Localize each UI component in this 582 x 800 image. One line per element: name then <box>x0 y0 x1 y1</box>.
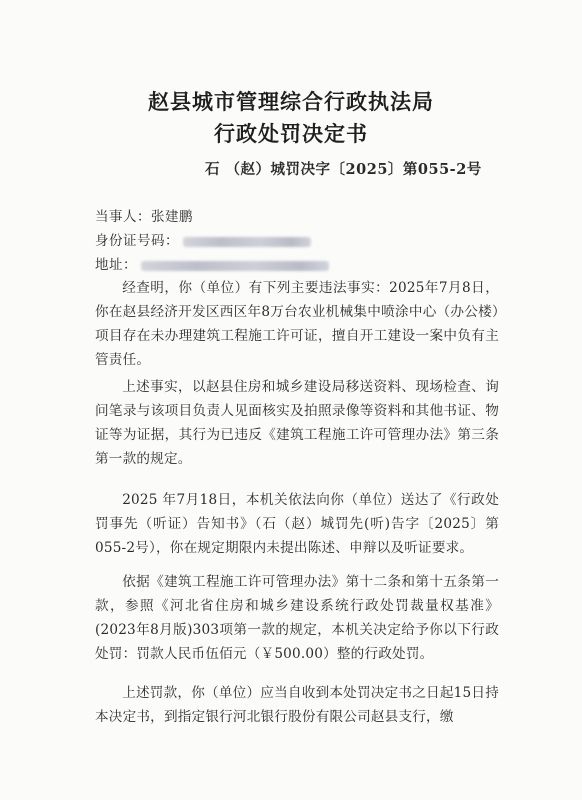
paragraph-facts: 经查明，你（单位）有下列主要违法事实：2025年7月8日，你在赵县经济开发区西区年8万台农业机械集中喷涂中心（办公楼）项目存在未办理建筑工程施工许可证，擅自开工建设一案中负有主管责任。 <box>95 280 499 368</box>
party-address-label: 地址： <box>95 257 137 273</box>
redacted-id-number <box>183 237 311 247</box>
document-type-title: 行政处罚决定书 <box>214 122 368 146</box>
party-name-label: 当事人： <box>95 209 151 225</box>
party-address-row <box>95 253 329 273</box>
paragraph-decision: 依据《建筑工程施工许可管理办法》第十二条和第十五条第一款，参照《河北省住房和城乡建设系统行政处罚裁量权基准》(2023年8月版)303项第一款的规定，本机关决定给予你以下行政处罚：罚款人民币伍佰元（￥500.00）整的行政处罚。 <box>95 574 499 662</box>
paragraph-notification: 2025 年7月18日，本机关依法向你（单位）送达了《行政处罚事先（听证）告知书》（石（赵）城罚先(听)告字〔2025〕第055-2号），你在规定期限内未提出陈述、申辩以及听证要求。 <box>95 492 499 556</box>
paragraph-evidence: 上述事实，以赵县住房和城乡建设局移送资料、现场检查、询问笔录与该项目负责人见面核实及拍照录像等资料和其他书证、物证等为证据，其行为已违反《建筑工程施工许可管理办法》第三条第一款的规定。 <box>95 379 499 467</box>
redacted-address <box>141 261 329 271</box>
party-name-row <box>95 205 193 225</box>
party-id-label: 身份证号码： <box>95 233 179 249</box>
paragraph-payment: 上述罚款，你（单位）应当自收到本处罚决定书之日起15日持本决定书，到指定银行河北银行股份有限公司赵县支行，缴 <box>95 685 499 725</box>
party-name-value: 张建鹏 <box>151 209 193 225</box>
document-number: 石 （赵）城罚决字〔2025〕第055-2号 <box>205 161 482 178</box>
party-id-row <box>95 229 311 249</box>
agency-title: 赵县城市管理综合行政执法局 <box>148 90 434 114</box>
